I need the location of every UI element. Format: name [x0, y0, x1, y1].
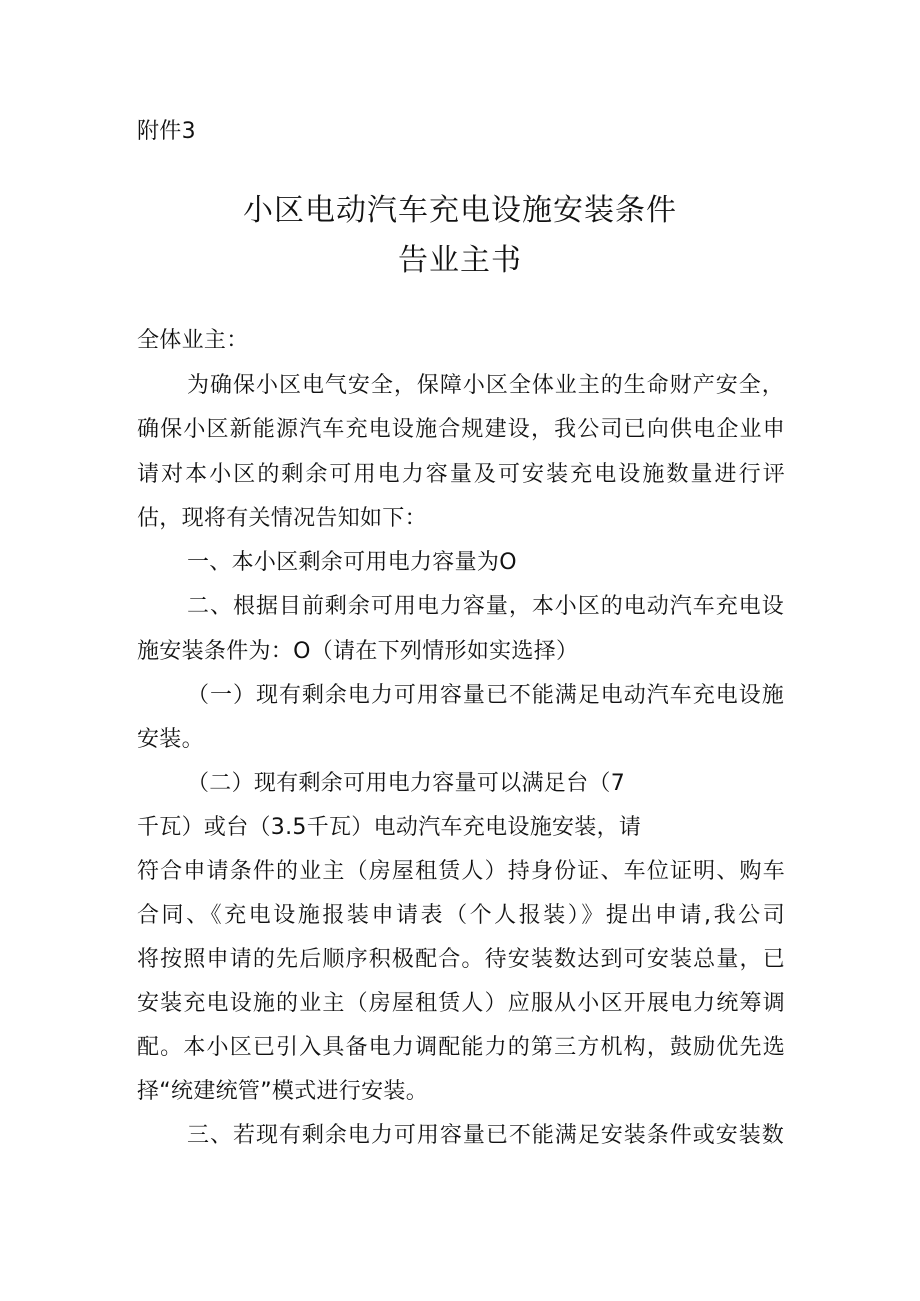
paragraph-line: 安装充电设施的业主（房屋租赁人）应服从小区开展电力统筹调: [137, 991, 785, 1016]
paragraph-line: 二、根据目前剩余可用电力容量，本小区的电动汽车充电设: [187, 594, 784, 619]
paragraph-line: 三、若现有剩余电力可用容量已不能满足安装条件或安装数: [187, 1123, 784, 1148]
paragraph-line: 一、本小区剩余可用电力容量为O: [187, 550, 517, 575]
salutation: 全体业主：: [137, 328, 249, 353]
paragraph-line: 施安装条件为：O（请在下列情形如实选择）: [137, 639, 579, 664]
document-title-line-1: 小区电动汽车充电设施安装条件: [243, 193, 677, 228]
paragraph-line: 配。本小区已引入具备电力调配能力的第三方机构，鼓励优先选: [137, 1035, 785, 1060]
document-title-line-2: 告业主书: [398, 243, 522, 278]
paragraph-line: 估，现将有关情况告知如下：: [137, 506, 427, 531]
paragraph-line: （一）现有剩余电力可用容量已不能满足电动汽车充电设施: [187, 683, 784, 708]
paragraph-line: 将按照申请的先后顺序积极配合。待安装数达到可安装总量，已: [137, 947, 785, 972]
paragraph-line: （二）现有剩余可用电力容量可以满足台（7: [187, 771, 625, 796]
paragraph-line: 择“统建统管”模式进行安装。: [137, 1079, 428, 1104]
paragraph-line: 请对本小区的剩余可用电力容量及可安装充电设施数量进行评: [137, 462, 785, 487]
paragraph-line: 合同、《充电设施报装申请表（个人报装）》提出申请,我公司: [137, 903, 785, 928]
paragraph-line: 千瓦）或台（3.5千瓦）电动汽车充电设施安装，请: [137, 815, 642, 840]
paragraph-line: 确保小区新能源汽车充电设施合规建设，我公司已向供电企业申: [137, 417, 785, 442]
paragraph-line: 为确保小区电气安全，保障小区全体业主的生命财产安全，: [187, 373, 784, 398]
paragraph-line: 安装。: [137, 727, 204, 752]
attachment-label: 附件3: [137, 119, 196, 144]
paragraph-line: 符合申请条件的业主（房屋租赁人）持身份证、车位证明、购车: [137, 859, 785, 884]
